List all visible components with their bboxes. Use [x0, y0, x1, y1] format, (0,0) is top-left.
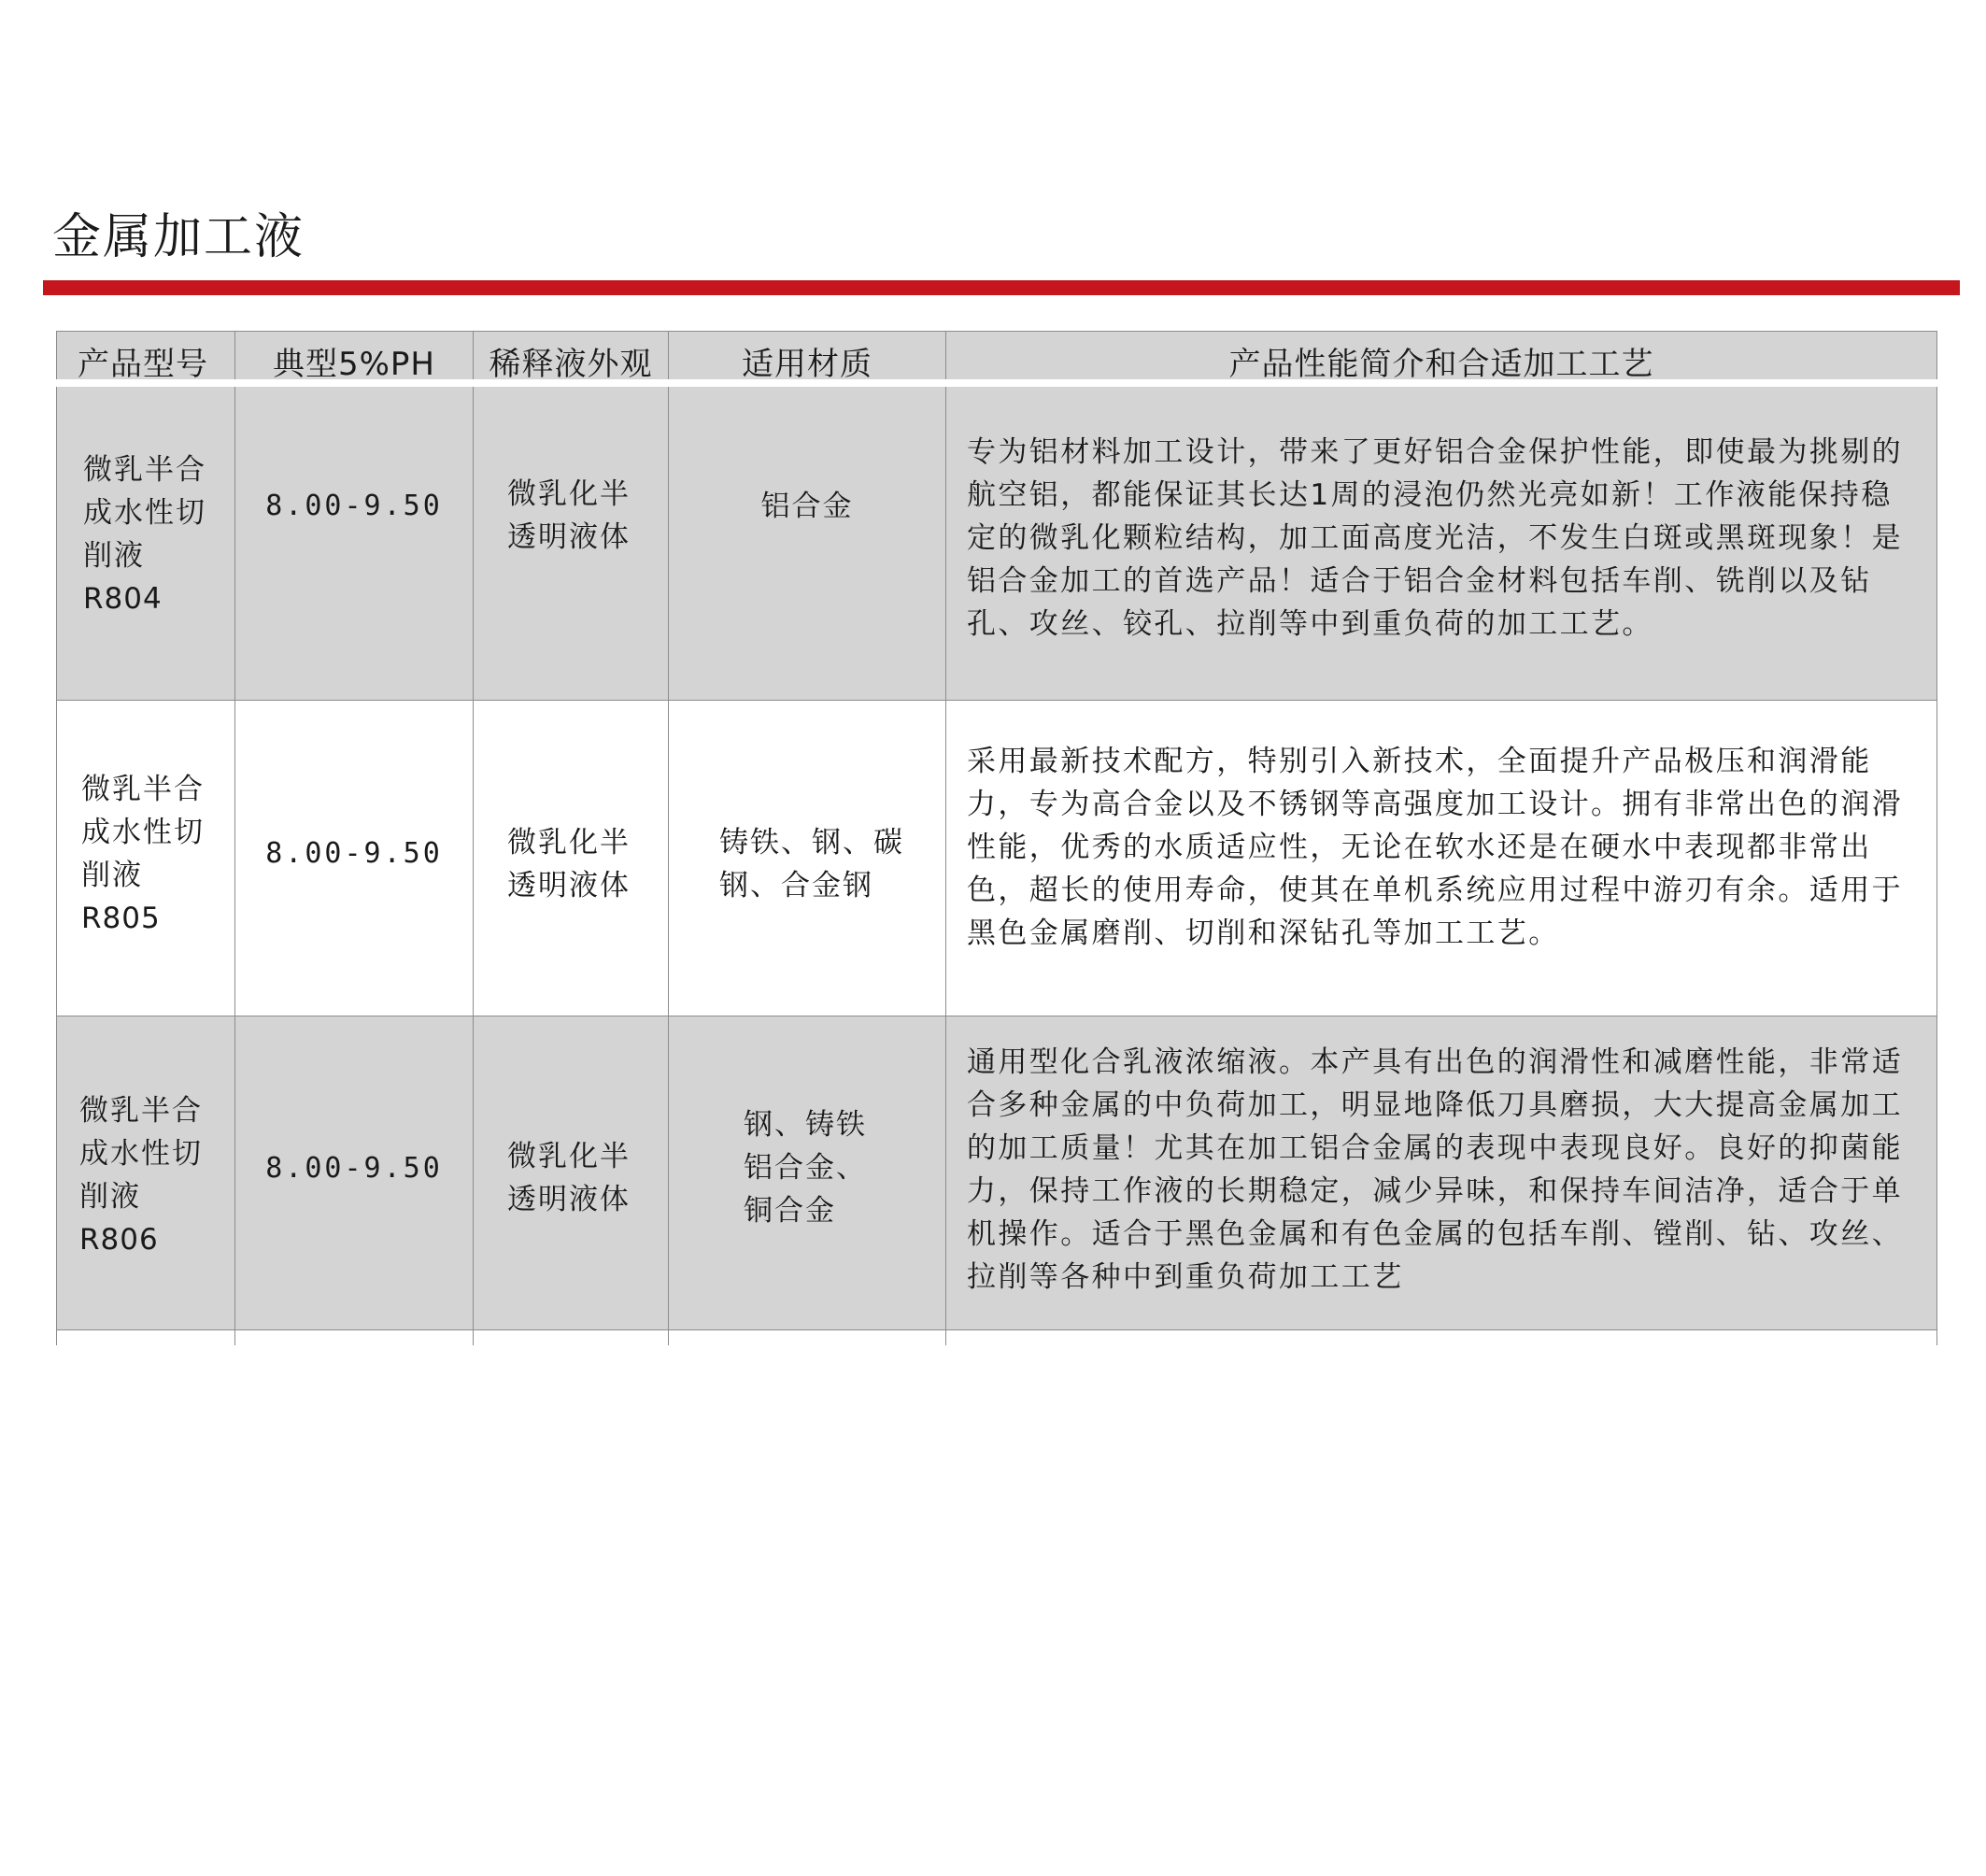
description-cell [945, 387, 1937, 700]
material-value: 钢、铸铁铝合金、铜合金 [744, 1107, 867, 1228]
table-tail [56, 1330, 1937, 1345]
model-code: R806 [79, 1222, 159, 1257]
ph-cell [234, 701, 473, 1016]
material-value: 铝合金 [760, 489, 854, 523]
ph-value: 8.00-9.50 [265, 1151, 443, 1185]
model-code: R805 [81, 901, 161, 935]
tail-divider [56, 1330, 234, 1345]
appearance-cell [473, 387, 668, 700]
page-title: 金属加工液 [52, 209, 305, 265]
material-cell [668, 387, 945, 700]
model-cell [56, 1016, 234, 1329]
description-cell [945, 701, 1937, 1016]
ph-cell [234, 387, 473, 700]
header-appearance: 稀释液外观 [473, 332, 668, 379]
material-cell [668, 701, 945, 1016]
model-name: 微乳半合成水性切削液 [79, 1093, 203, 1214]
appearance-value: 微乳化半透明液体 [507, 1139, 631, 1216]
appearance-cell [473, 1016, 668, 1329]
model-cell [56, 701, 234, 1016]
appearance-cell [473, 701, 668, 1016]
ph-value: 8.00-9.50 [265, 836, 443, 870]
table-row [56, 387, 1937, 701]
model-code: R804 [83, 581, 163, 616]
title-divider [43, 280, 1960, 295]
table-row [56, 701, 1937, 1016]
tail-divider [234, 1330, 473, 1345]
description-text: 专为铝材料加工设计，带来了更好铝合金保护性能，即使最为挑剔的航空铝，都能保证其长达1周的浸泡仍然光亮如新！工作液能保持稳定的微乳化颗粒结构，加工面高度光洁，不发生白斑或黑斑现象！是铝合金加工的首选产品！适合于铝合金材料包括车削、铣削以及钻孔、攻丝、铰孔、拉削等中到重负荷的加工工艺。 [967, 434, 1903, 641]
description-cell [945, 1016, 1937, 1329]
header-description: 产品性能简介和合适加工工艺 [945, 332, 1937, 379]
material-value: 铸铁、钢、碳钢、合金钢 [719, 825, 904, 902]
product-table [56, 331, 1937, 1345]
appearance-value: 微乳化半透明液体 [507, 476, 631, 554]
header-model: 产品型号 [56, 332, 234, 379]
ph-value: 8.00-9.50 [265, 489, 443, 522]
appearance-value: 微乳化半透明液体 [507, 825, 631, 902]
table-header-row [56, 331, 1937, 387]
table-row [56, 1016, 1937, 1330]
description-text: 采用最新技术配方，特别引入新技术，全面提升产品极压和润滑能力，专为高合金以及不锈钢等高强度加工设计。拥有非常出色的润滑性能，优秀的水质适应性，无论在软水还是在硬水中表现都非常出色，超长的使用寿命，使其在单机系统应用过程中游刃有余。适用于黑色金属磨削、切削和深钻孔等加工工艺。 [967, 744, 1903, 950]
tail-divider [945, 1330, 1937, 1345]
material-cell [668, 1016, 945, 1329]
model-cell [56, 387, 234, 700]
model-name: 微乳半合成水性切削液 [81, 772, 205, 892]
model-name: 微乳半合成水性切削液 [83, 452, 206, 573]
description-text: 通用型化合乳液浓缩液。本产具有出色的润滑性和减磨性能，非常适合多种金属的中负荷加工，明显地降低刀具磨损，大大提高金属加工的加工质量！尤其在加工铝合金属的表现中表现良好。良好的抑菌能力，保持工作液的长期稳定，减少异味，和保持车间洁净，适合于单机操作。适合于黑色金属和有色金属的包括车削、镗削、钻、攻丝、拉削等各种中到重负荷加工工艺 [967, 1045, 1903, 1294]
tail-divider [668, 1330, 945, 1345]
tail-divider [473, 1330, 668, 1345]
header-ph: 典型5%PH [234, 332, 473, 379]
ph-cell [234, 1016, 473, 1329]
header-material: 适用材质 [668, 332, 945, 379]
